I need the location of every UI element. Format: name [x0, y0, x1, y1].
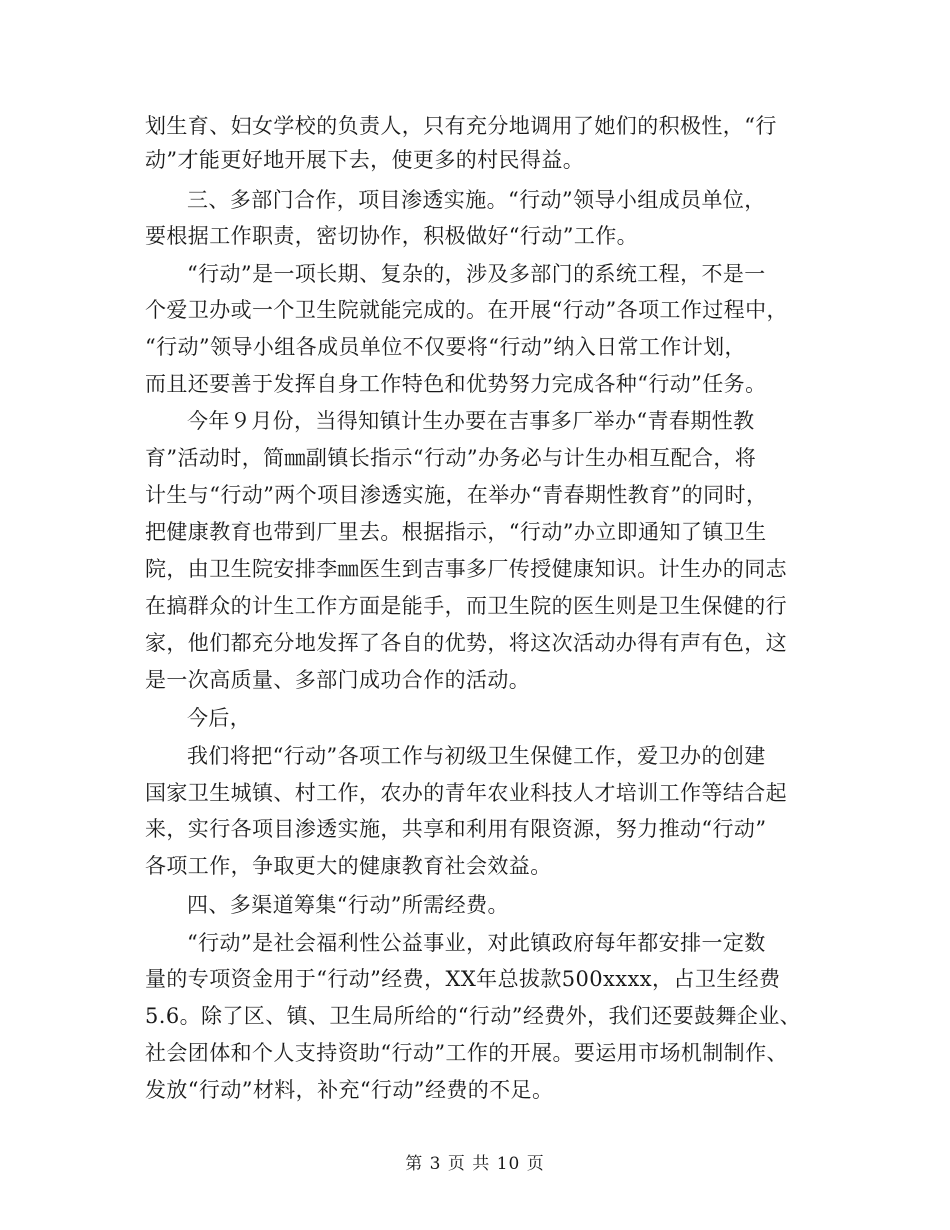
text-line: 院，由卫生院安排李㎜医生到吉事多厂传授健康知识。计生办的同志: [145, 557, 787, 581]
text-line: 今年９月份，当得知镇计生办要在吉事多厂举办“青春期性教: [187, 409, 755, 433]
text-line: 量的专项资金用于“行动”经费，XX年总拔款500xxxx，占卫生经费: [145, 967, 781, 991]
text-line: 我们将把“行动”各项工作与初级卫生保健工作，爱卫办的创建: [187, 744, 766, 768]
text-line: 四、多渠道筹集“行动”所需经费。: [187, 893, 509, 917]
text-line: 三、多部门合作，项目渗透实施。“行动”领导小组成员单位，: [187, 188, 766, 212]
text-line: 来，实行各项目渗透实施，共享和利用有限资源，努力推动“行动”: [145, 817, 767, 841]
text-line: 发放“行动”材料，补充“行动”经费的不足。: [145, 1078, 554, 1102]
text-line: 计生与“行动”两个项目渗透实施，在举办“青春期性教育”的同时，: [145, 483, 768, 507]
text-line: 今后，: [187, 706, 252, 730]
text-line: 家，他们都充分地发挥了各自的优势，将这次活动办得有声有色，这: [145, 631, 787, 655]
text-line: 把健康教育也带到厂里去。根据指示，“行动”办立即通知了镇卫生: [145, 520, 767, 544]
text-line: 在搞群众的计生工作方面是能手，而卫生院的医生则是卫生保健的行: [145, 594, 787, 618]
text-line: “行动”领导小组各成员单位不仅要将“行动”纳入日常工作计划，: [145, 335, 746, 359]
text-line: 育”活动时，简㎜副镇长指示“行动”办务必与计生办相互配合，将: [145, 446, 757, 470]
page-footer: 第 3 页 共 10 页: [405, 1154, 545, 1174]
text-line: 是一次高质量、多部门成功合作的活动。: [145, 668, 531, 692]
text-line: 各项工作，争取更大的健康教育社会效益。: [145, 854, 552, 878]
text-line: 划生育、妇女学校的负责人，只有充分地调用了她们的积极性，“行: [145, 114, 777, 138]
text-line: 而且还要善于发挥自身工作特色和优势努力完成各种“行动”任务。: [145, 372, 767, 396]
text-line: 要根据工作职责，密切协作，积极做好“行动”工作。: [145, 224, 639, 248]
text-line: 5.6。除了区、镇、卫生局所给的“行动”经费外，我们还要鼓舞企业、: [145, 1004, 802, 1028]
text-line: 动”才能更好地开展下去，使更多的村民得益。: [145, 148, 585, 172]
text-line: 个爱卫办或一个卫生院就能完成的。在开展“行动”各项工作过程中，: [145, 298, 788, 322]
text-line: “行动”是社会福利性公益事业，对此镇政府每年都安排一定数: [187, 931, 766, 955]
text-line: 社会团体和个人支持资助“行动”工作的开展。要运用市场机制制作、: [145, 1041, 788, 1065]
text-line: “行动”是一项长期、复杂的，涉及多部门的系统工程，不是一: [187, 262, 766, 286]
text-line: 国家卫生城镇、村工作，农办的青年农业科技人才培训工作等结合起: [145, 781, 787, 805]
